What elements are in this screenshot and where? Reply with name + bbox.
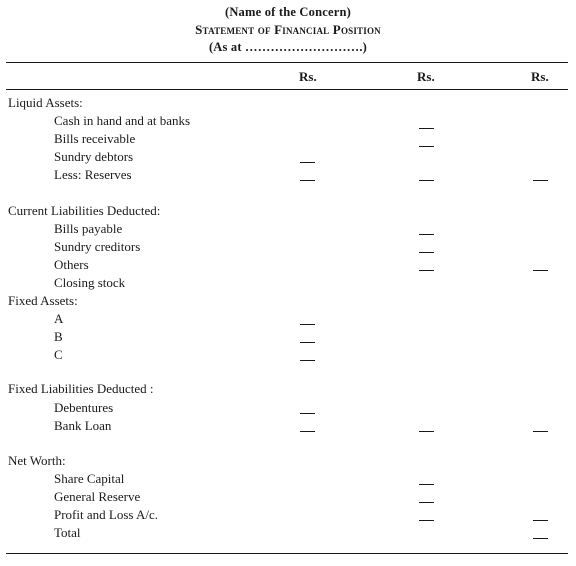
amount-dash bbox=[419, 252, 434, 253]
line-item-share-capital: Share Capital bbox=[54, 471, 125, 486]
amount-dash bbox=[300, 180, 315, 181]
line-item-sundry-creditors: Sundry creditors bbox=[54, 239, 141, 254]
amount-dash bbox=[300, 324, 315, 325]
amount-dash bbox=[533, 180, 548, 181]
amount-dash bbox=[533, 431, 548, 432]
amount-dash bbox=[419, 234, 434, 235]
amount-dash bbox=[419, 484, 434, 485]
amount-dash bbox=[533, 520, 548, 521]
line-item-asset-b: B bbox=[54, 329, 63, 344]
amount-dash bbox=[419, 180, 434, 181]
line-item-general-reserve: General Reserve bbox=[54, 489, 141, 504]
section-heading-current-liabilities: Current Liabilities Deducted: bbox=[8, 203, 161, 218]
amount-dash bbox=[419, 128, 434, 129]
line-item-bills-payable: Bills payable bbox=[54, 221, 123, 236]
amount-dash bbox=[300, 162, 315, 163]
section-heading-liquid-assets: Liquid Assets: bbox=[8, 95, 83, 110]
amount-dash bbox=[419, 502, 434, 503]
concern-name: (Name of the Concern) bbox=[224, 5, 352, 19]
column-header-1: Rs. bbox=[299, 69, 317, 84]
as-at-line: (As at ……………………….) bbox=[208, 40, 368, 54]
section-heading-fixed-liabilities: Fixed Liabilities Deducted : bbox=[8, 381, 154, 396]
amount-dash bbox=[300, 431, 315, 432]
line-item-debentures: Debentures bbox=[54, 400, 114, 415]
line-item-profit-loss: Profit and Loss A/c. bbox=[54, 507, 158, 522]
line-item-others: Others bbox=[54, 257, 89, 272]
column-header-2: Rs. bbox=[417, 69, 435, 84]
line-item-bank-loan: Bank Loan bbox=[54, 418, 112, 433]
amount-dash bbox=[300, 342, 315, 343]
amount-dash bbox=[300, 413, 315, 414]
statement-title: Statement of Financial Position bbox=[195, 22, 381, 37]
line-item-less-reserves: Less: Reserves bbox=[54, 167, 132, 182]
line-item-cash: Cash in hand and at banks bbox=[54, 113, 191, 128]
line-item-sundry-debtors: Sundry debtors bbox=[54, 149, 134, 164]
line-item-asset-c: C bbox=[54, 347, 63, 362]
header-rule bbox=[6, 89, 568, 90]
line-item-asset-a: A bbox=[54, 311, 64, 326]
section-heading-net-worth: Net Worth: bbox=[8, 453, 66, 468]
amount-dash bbox=[533, 270, 548, 271]
amount-dash bbox=[300, 360, 315, 361]
line-item-closing-stock: Closing stock bbox=[54, 275, 126, 290]
line-item-bills-receivable: Bills receivable bbox=[54, 131, 136, 146]
amount-dash bbox=[533, 538, 548, 539]
amount-dash bbox=[419, 270, 434, 271]
amount-dash bbox=[419, 146, 434, 147]
line-item-total: Total bbox=[54, 525, 81, 540]
amount-dash bbox=[419, 520, 434, 521]
amount-dash bbox=[419, 431, 434, 432]
section-heading-fixed-assets: Fixed Assets: bbox=[8, 293, 78, 308]
bottom-rule bbox=[6, 553, 568, 554]
column-header-3: Rs. bbox=[531, 69, 549, 84]
top-rule bbox=[6, 62, 568, 63]
